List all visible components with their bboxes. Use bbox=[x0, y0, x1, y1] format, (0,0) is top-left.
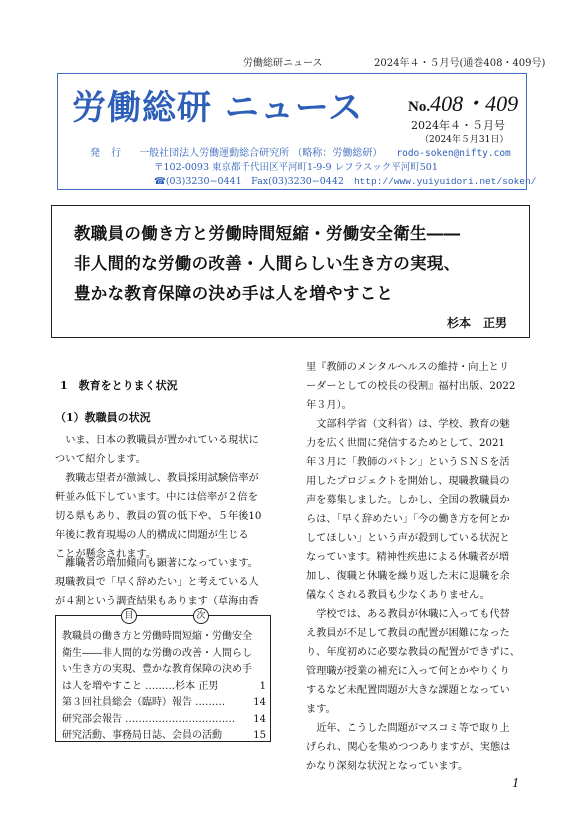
publisher-tel-fax: ☎(03)3230−0441 Fax(03)3230−0442 bbox=[154, 176, 344, 187]
publisher-contact bbox=[154, 173, 536, 187]
paragraph: 学校では、ある教員が休職に入っても代替 え教員が不足して教員の配置が困難になった り、年度初めに必要な教員の配置ができずに、 管理職が授業の補充に入って何とかやりくり するなど未配置問題が大きな課題となってい ます。 bbox=[306, 609, 520, 715]
toc-row[interactable]: 教職員の働き方と労働時間短縮・労働安全 bbox=[62, 631, 252, 642]
toc-row[interactable]: 研究活動、事務局日誌、会員の活動 15 bbox=[62, 730, 266, 741]
paragraph: 教職志望者が激減し、教員採用試験倍率が 軒並み低下しています。中には倍率が２倍を 切る県もあり、教員の質の低下や、５年後10 年後に教育現場の人的構成に問題が生じる ことが懸念されます。 bbox=[55, 473, 262, 560]
toc-row[interactable]: 研究部会報告 …………………………… 14 bbox=[62, 713, 266, 725]
publisher-address: 〒102-0093 東京都千代田区平河町1-9-9 レフラスック平河町501 bbox=[154, 162, 438, 173]
publisher-line bbox=[90, 144, 511, 159]
right-paragraph-1 bbox=[306, 415, 528, 605]
running-header bbox=[0, 54, 579, 70]
article-title-box bbox=[51, 205, 530, 338]
left-paragraph-3 bbox=[55, 554, 277, 611]
paragraph: 文部科学省（文科省）は、学校、教育の魅 力を広く世間に発信するためとして、2021 年３月に「教師のバトン」というＳＮＳを活 用したプロジェクトを開始し、現職教職員の 声を募集しました。しかし、全国の教職員か らは、「早く辞めたい」「今の働き方を何とか してほしい」という声が殺到している状況と なっています。精神性疾患による休職者が増 加し、復職と休職を繰り返した末に退職を余 儀なくされる教員も少なくありません。 bbox=[306, 419, 510, 601]
toc-rows bbox=[62, 629, 266, 745]
running-header-issue: 2024年４・５月号(通巻408・409号) bbox=[374, 58, 546, 69]
issue-date-sub: （2024年５月31日） bbox=[420, 135, 509, 145]
toc-row[interactable]: は人を増やすこと ………杉本 正男 1 bbox=[62, 680, 266, 692]
issue-number-value: 408・409 bbox=[430, 91, 519, 116]
paragraph: 離職者の増加傾向も顕著になっています。 現職教員で「早く辞めたい」と考えている人 が４割という調査結果もあります（草海由香 bbox=[55, 558, 259, 607]
toc-mark-right: 次 bbox=[193, 608, 209, 624]
left-paragraph-1 bbox=[55, 431, 277, 469]
publisher-url[interactable]: http://www.yuiyuidori.net/soken/ bbox=[353, 176, 537, 187]
right-paragraph-0 bbox=[306, 358, 528, 415]
publisher-label: 発 行 bbox=[90, 148, 126, 159]
issue-number bbox=[408, 87, 518, 118]
paragraph: 近年、こうした問題がマスコミ等で取り上 げられ、関心を集めつつありますが、実態は かなり深刻な状況となっています。 bbox=[306, 723, 511, 772]
right-paragraph-3 bbox=[306, 719, 528, 776]
toc-row[interactable]: い生き方の実現、豊かな教育保障の決め手 bbox=[62, 664, 252, 675]
paragraph: 里『教師のメンタルヘルスの維持・向上とリ ーダーとしての校長の役割』福村出版、2022 年３月）。 bbox=[306, 362, 516, 411]
issue-number-label: No. bbox=[408, 99, 431, 115]
article-title-line-3: 豊かな教育保障の決め手は人を増やすこと bbox=[74, 284, 394, 303]
article-title-line-2: 非人間的な労働の改善・人間らしい生き方の実現、 bbox=[74, 254, 461, 273]
table-of-contents bbox=[55, 611, 271, 742]
running-header-title: 労働総研ニュース bbox=[243, 58, 323, 69]
masthead-title: 労働総研 ニュース bbox=[72, 88, 364, 128]
article-title-line-1: 教職員の働き方と労働時間短縮・労働安全衛生―― bbox=[74, 224, 461, 243]
article-author: 杉本 正男 bbox=[446, 316, 507, 330]
publisher-email[interactable]: rodo-soken@nifty.com bbox=[396, 148, 511, 159]
toc-mark-left: 目 bbox=[121, 608, 137, 624]
paragraph: いま、日本の教職員が置かれている現状に ついて紹介します。 bbox=[55, 435, 259, 465]
publisher-name: 一般社団法人労働運動総合研究所 （略称：労働総研） bbox=[139, 148, 383, 159]
toc-row[interactable]: 第３回社員総会（臨時）報告 ……… 14 bbox=[62, 697, 266, 708]
toc-row[interactable]: 衛生――非人間的な労働の改善・人間らし bbox=[62, 647, 252, 659]
left-paragraph-2 bbox=[55, 469, 277, 564]
masthead bbox=[57, 73, 537, 190]
sub-heading: （1）教職員の状況 bbox=[55, 411, 151, 424]
section-heading: 1 教育をとりまく状況 bbox=[60, 379, 178, 392]
issue-date: 2024年４・５月号 bbox=[411, 119, 505, 132]
right-paragraph-2 bbox=[306, 605, 528, 719]
page-number: 1 bbox=[512, 776, 519, 791]
